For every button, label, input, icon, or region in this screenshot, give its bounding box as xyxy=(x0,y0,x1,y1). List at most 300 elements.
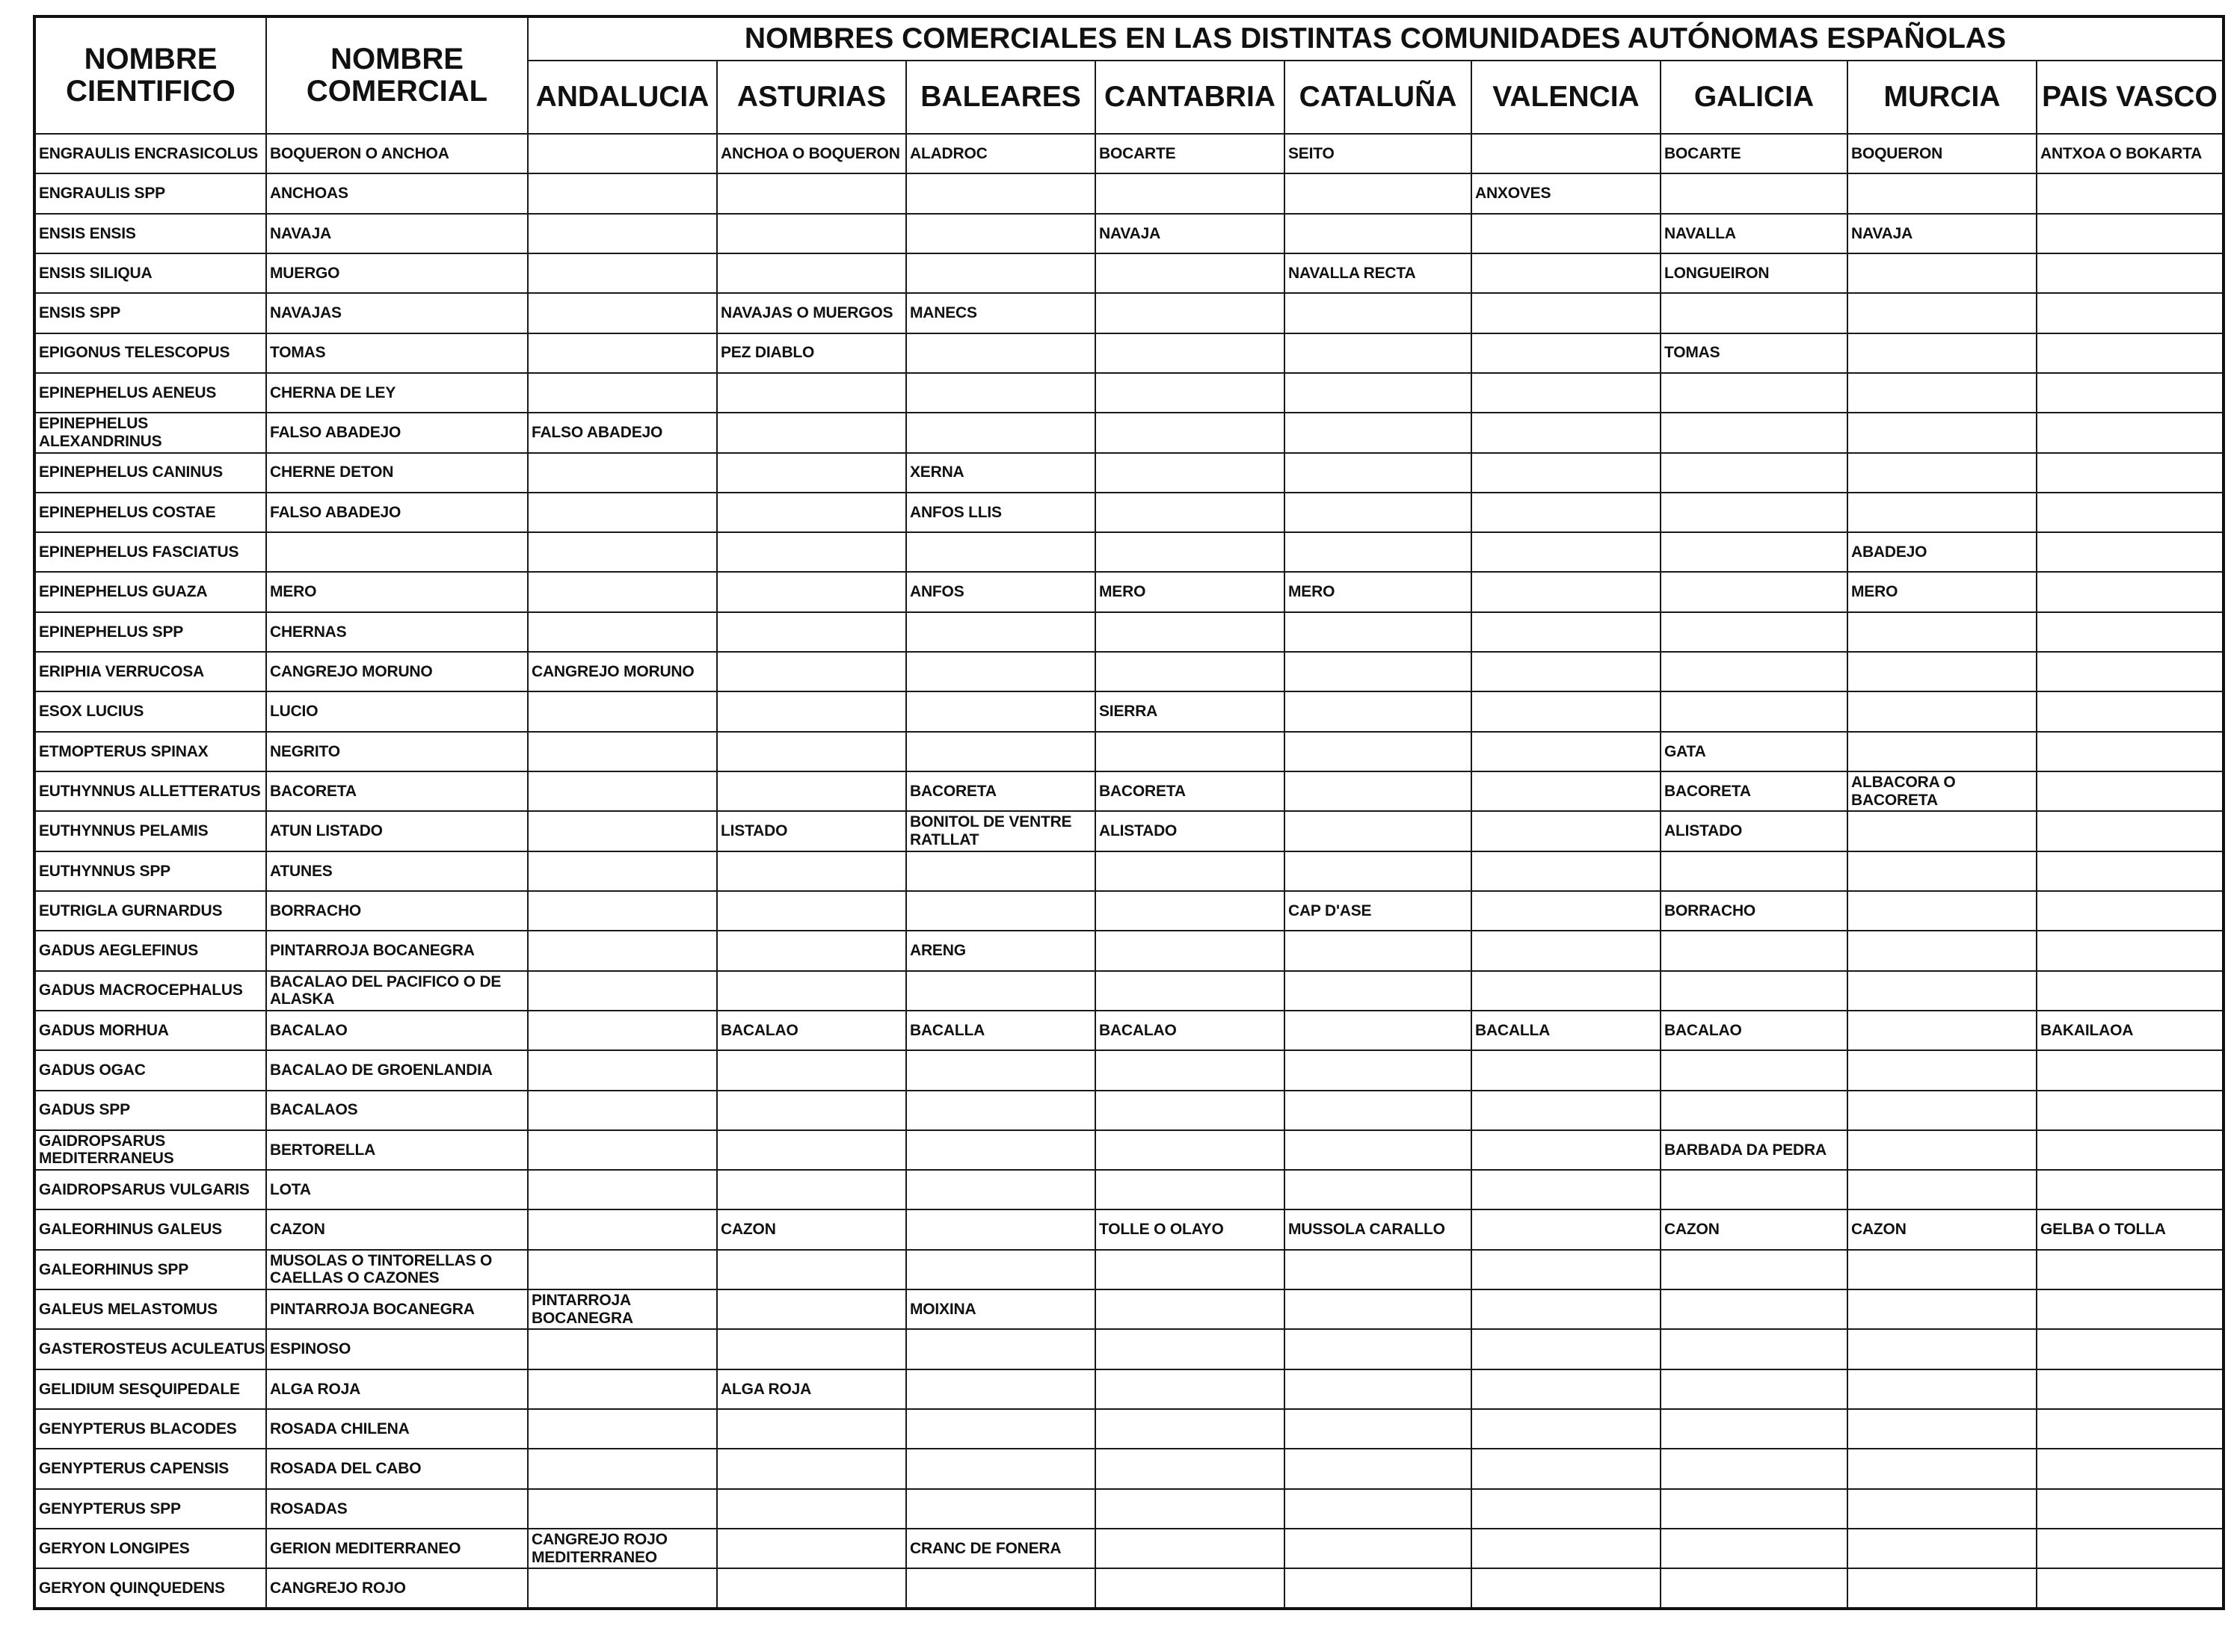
table-row xyxy=(34,333,2224,373)
cell-scientific-name: EUTHYNNUS ALLETTERATUS xyxy=(34,771,266,811)
species-names-table xyxy=(33,15,2225,1610)
cell-galicia xyxy=(1661,931,1847,970)
cell-baleares xyxy=(906,1050,1095,1090)
cell-murcia: ALBACORA O BACORETA xyxy=(1847,771,2037,811)
cell-commercial-name: NEGRITO xyxy=(266,732,528,771)
cell-cataluna xyxy=(1284,1289,1471,1329)
cell-murcia xyxy=(1847,691,2037,731)
cell-asturias xyxy=(717,1289,906,1329)
cell-cataluna xyxy=(1284,532,1471,572)
cell-pais-vasco xyxy=(2037,931,2224,970)
cell-valencia xyxy=(1471,1369,1661,1409)
cell-cataluna: MERO xyxy=(1284,572,1471,611)
cell-scientific-name: GADUS SPP xyxy=(34,1091,266,1130)
cell-cantabria xyxy=(1095,1369,1284,1409)
cell-cantabria: BOCARTE xyxy=(1095,134,1284,173)
cell-murcia xyxy=(1847,1289,2037,1329)
cell-cantabria xyxy=(1095,971,1284,1011)
cell-murcia xyxy=(1847,1529,2037,1568)
cell-commercial-name: LUCIO xyxy=(266,691,528,731)
cell-commercial-name: BORRACHO xyxy=(266,891,528,931)
region-header-asturias: ASTURIAS xyxy=(717,61,906,134)
table-row xyxy=(34,612,2224,652)
region-header-pais-vasco: PAIS VASCO xyxy=(2037,61,2224,134)
cell-murcia xyxy=(1847,971,2037,1011)
cell-commercial-name: ATUN LISTADO xyxy=(266,811,528,851)
cell-commercial-name: BACORETA xyxy=(266,771,528,811)
cell-baleares xyxy=(906,1170,1095,1209)
cell-baleares xyxy=(906,652,1095,691)
cell-pais-vasco xyxy=(2037,851,2224,891)
cell-commercial-name: ROSADA DEL CABO xyxy=(266,1449,528,1488)
cell-murcia xyxy=(1847,931,2037,970)
cell-scientific-name: GENYPTERUS CAPENSIS xyxy=(34,1449,266,1488)
cell-cataluna xyxy=(1284,612,1471,652)
cell-scientific-name: EPINEPHELUS GUAZA xyxy=(34,572,266,611)
cell-galicia xyxy=(1661,1529,1847,1568)
cell-galicia xyxy=(1661,532,1847,572)
cell-murcia: NAVAJA xyxy=(1847,214,2037,253)
cell-cataluna xyxy=(1284,652,1471,691)
cell-galicia xyxy=(1661,1409,1847,1449)
cell-galicia xyxy=(1661,572,1847,611)
cell-cataluna: SEITO xyxy=(1284,134,1471,173)
cell-pais-vasco xyxy=(2037,1449,2224,1488)
cell-galicia xyxy=(1661,1250,1847,1289)
cell-valencia xyxy=(1471,493,1661,532)
cell-cataluna xyxy=(1284,732,1471,771)
cell-murcia xyxy=(1847,1130,2037,1170)
cell-valencia xyxy=(1471,971,1661,1011)
cell-baleares: ALADROC xyxy=(906,134,1095,173)
cell-pais-vasco xyxy=(2037,1529,2224,1568)
region-header-murcia: MURCIA xyxy=(1847,61,2037,134)
cell-scientific-name: ENSIS SPP xyxy=(34,293,266,333)
cell-galicia xyxy=(1661,453,1847,493)
cell-cataluna xyxy=(1284,1091,1471,1130)
cell-galicia xyxy=(1661,1091,1847,1130)
cell-andalucia xyxy=(528,1489,717,1529)
cell-scientific-name: EPINEPHELUS CANINUS xyxy=(34,453,266,493)
cell-scientific-name: EPINEPHELUS FASCIATUS xyxy=(34,532,266,572)
region-header-cataluna: CATALUÑA xyxy=(1284,61,1471,134)
cell-valencia xyxy=(1471,1250,1661,1289)
cell-cataluna xyxy=(1284,1568,1471,1609)
cell-andalucia xyxy=(528,1449,717,1488)
cell-murcia xyxy=(1847,1050,2037,1090)
cell-baleares: ANFOS LLIS xyxy=(906,493,1095,532)
cell-scientific-name: ENSIS SILIQUA xyxy=(34,253,266,293)
cell-cataluna xyxy=(1284,1011,1471,1050)
cell-scientific-name: GALEORHINUS SPP xyxy=(34,1250,266,1289)
cell-scientific-name: EPINEPHELUS SPP xyxy=(34,612,266,652)
cell-baleares xyxy=(906,1091,1095,1130)
cell-asturias xyxy=(717,891,906,931)
cell-valencia xyxy=(1471,1170,1661,1209)
cell-asturias xyxy=(717,1329,906,1369)
cell-cantabria xyxy=(1095,732,1284,771)
cell-cataluna xyxy=(1284,293,1471,333)
cell-pais-vasco xyxy=(2037,1130,2224,1170)
cell-scientific-name: GENYPTERUS SPP xyxy=(34,1489,266,1529)
cell-cataluna: MUSSOLA CARALLO xyxy=(1284,1209,1471,1249)
cell-cantabria xyxy=(1095,453,1284,493)
cell-galicia xyxy=(1661,851,1847,891)
table-row xyxy=(34,891,2224,931)
cell-asturias xyxy=(717,572,906,611)
cell-asturias: NAVAJAS O MUERGOS xyxy=(717,293,906,333)
cell-cataluna xyxy=(1284,173,1471,213)
cell-cantabria xyxy=(1095,1449,1284,1488)
cell-cantabria xyxy=(1095,293,1284,333)
cell-pais-vasco xyxy=(2037,691,2224,731)
cell-galicia: GATA xyxy=(1661,732,1847,771)
cell-asturias xyxy=(717,851,906,891)
cell-scientific-name: GAIDROPSARUS VULGARIS xyxy=(34,1170,266,1209)
cell-murcia xyxy=(1847,1489,2037,1529)
cell-baleares xyxy=(906,612,1095,652)
cell-valencia: ANXOVES xyxy=(1471,173,1661,213)
cell-andalucia xyxy=(528,532,717,572)
cell-valencia xyxy=(1471,1409,1661,1449)
cell-andalucia xyxy=(528,293,717,333)
cell-cataluna xyxy=(1284,453,1471,493)
cell-pais-vasco xyxy=(2037,572,2224,611)
cell-murcia xyxy=(1847,1329,2037,1369)
cell-asturias xyxy=(717,253,906,293)
cell-commercial-name: CAZON xyxy=(266,1209,528,1249)
table-row xyxy=(34,1011,2224,1050)
cell-cantabria xyxy=(1095,493,1284,532)
cell-baleares xyxy=(906,532,1095,572)
cell-galicia: BACALAO xyxy=(1661,1011,1847,1050)
cell-murcia xyxy=(1847,493,2037,532)
cell-baleares xyxy=(906,691,1095,731)
cell-pais-vasco xyxy=(2037,293,2224,333)
cell-pais-vasco xyxy=(2037,413,2224,452)
cell-pais-vasco: ANTXOA O BOKARTA xyxy=(2037,134,2224,173)
cell-baleares xyxy=(906,851,1095,891)
table-row xyxy=(34,652,2224,691)
cell-commercial-name: PINTARROJA BOCANEGRA xyxy=(266,931,528,970)
cell-scientific-name: EUTHYNNUS SPP xyxy=(34,851,266,891)
cell-cantabria xyxy=(1095,1489,1284,1529)
cell-cantabria xyxy=(1095,253,1284,293)
cell-asturias xyxy=(717,931,906,970)
cell-pais-vasco xyxy=(2037,173,2224,213)
table-row xyxy=(34,293,2224,333)
cell-cantabria: NAVAJA xyxy=(1095,214,1284,253)
cell-commercial-name: TOMAS xyxy=(266,333,528,373)
cell-commercial-name: NAVAJA xyxy=(266,214,528,253)
cell-pais-vasco xyxy=(2037,1250,2224,1289)
cell-scientific-name: GASTEROSTEUS ACULEATUS xyxy=(34,1329,266,1369)
cell-asturias xyxy=(717,1489,906,1529)
cell-galicia xyxy=(1661,1329,1847,1369)
cell-galicia xyxy=(1661,1568,1847,1609)
cell-murcia xyxy=(1847,851,2037,891)
cell-baleares xyxy=(906,1209,1095,1249)
cell-asturias xyxy=(717,1568,906,1609)
cell-commercial-name: BACALAO xyxy=(266,1011,528,1050)
cell-commercial-name: BOQUERON O ANCHOA xyxy=(266,134,528,173)
cell-andalucia xyxy=(528,771,717,811)
cell-cantabria: SIERRA xyxy=(1095,691,1284,731)
cell-valencia xyxy=(1471,572,1661,611)
cell-baleares: MOIXINA xyxy=(906,1289,1095,1329)
cell-pais-vasco xyxy=(2037,453,2224,493)
cell-valencia xyxy=(1471,1529,1661,1568)
table-row xyxy=(34,1568,2224,1609)
cell-andalucia xyxy=(528,1369,717,1409)
cell-asturias xyxy=(717,691,906,731)
table-row xyxy=(34,931,2224,970)
cell-valencia xyxy=(1471,134,1661,173)
cell-murcia xyxy=(1847,1011,2037,1050)
cell-valencia xyxy=(1471,811,1661,851)
cell-baleares xyxy=(906,1449,1095,1488)
cell-cataluna: CAP D'ASE xyxy=(1284,891,1471,931)
region-header-andalucia: ANDALUCIA xyxy=(528,61,717,134)
cell-cataluna xyxy=(1284,493,1471,532)
cell-commercial-name: ROSADAS xyxy=(266,1489,528,1529)
cell-asturias xyxy=(717,1170,906,1209)
cell-cataluna xyxy=(1284,1369,1471,1409)
cell-baleares xyxy=(906,373,1095,413)
cell-pais-vasco xyxy=(2037,971,2224,1011)
table-row xyxy=(34,493,2224,532)
cell-andalucia: FALSO ABADEJO xyxy=(528,413,717,452)
cell-galicia xyxy=(1661,691,1847,731)
cell-scientific-name: GALEORHINUS GALEUS xyxy=(34,1209,266,1249)
cell-cataluna xyxy=(1284,931,1471,970)
cell-valencia xyxy=(1471,1091,1661,1130)
table-row xyxy=(34,1250,2224,1289)
cell-murcia: ABADEJO xyxy=(1847,532,2037,572)
cell-pais-vasco xyxy=(2037,493,2224,532)
table-row xyxy=(34,134,2224,173)
cell-andalucia xyxy=(528,173,717,213)
cell-valencia xyxy=(1471,1568,1661,1609)
cell-cataluna xyxy=(1284,1050,1471,1090)
cell-murcia xyxy=(1847,732,2037,771)
cell-murcia: MERO xyxy=(1847,572,2037,611)
cell-andalucia xyxy=(528,453,717,493)
cell-cataluna xyxy=(1284,1449,1471,1488)
cell-baleares xyxy=(906,1489,1095,1529)
cell-murcia xyxy=(1847,173,2037,213)
cell-valencia xyxy=(1471,732,1661,771)
cell-valencia xyxy=(1471,652,1661,691)
cell-cataluna xyxy=(1284,1170,1471,1209)
table-row xyxy=(34,771,2224,811)
cell-cataluna: NAVALLA RECTA xyxy=(1284,253,1471,293)
cell-andalucia xyxy=(528,1050,717,1090)
cell-cataluna xyxy=(1284,1250,1471,1289)
cell-valencia xyxy=(1471,333,1661,373)
cell-galicia: BACORETA xyxy=(1661,771,1847,811)
cell-galicia xyxy=(1661,1289,1847,1329)
cell-murcia xyxy=(1847,413,2037,452)
cell-galicia xyxy=(1661,1050,1847,1090)
cell-murcia xyxy=(1847,1170,2037,1209)
table-row xyxy=(34,1130,2224,1170)
cell-valencia xyxy=(1471,1130,1661,1170)
table-row xyxy=(34,1329,2224,1369)
cell-cantabria: MERO xyxy=(1095,572,1284,611)
cell-pais-vasco xyxy=(2037,811,2224,851)
cell-commercial-name: PINTARROJA BOCANEGRA xyxy=(266,1289,528,1329)
table-row xyxy=(34,1289,2224,1329)
cell-pais-vasco xyxy=(2037,1289,2224,1329)
cell-andalucia xyxy=(528,333,717,373)
region-header-cantabria: CANTABRIA xyxy=(1095,61,1284,134)
cell-asturias xyxy=(717,652,906,691)
cell-murcia xyxy=(1847,1091,2037,1130)
region-header-galicia: GALICIA xyxy=(1661,61,1847,134)
cell-scientific-name: ESOX LUCIUS xyxy=(34,691,266,731)
cell-scientific-name: GADUS OGAC xyxy=(34,1050,266,1090)
cell-cataluna xyxy=(1284,373,1471,413)
cell-andalucia xyxy=(528,493,717,532)
cell-pais-vasco: GELBA O TOLLA xyxy=(2037,1209,2224,1249)
cell-galicia: BOCARTE xyxy=(1661,134,1847,173)
table-row xyxy=(34,1449,2224,1488)
cell-pais-vasco xyxy=(2037,612,2224,652)
cell-cantabria xyxy=(1095,1091,1284,1130)
cell-cantabria xyxy=(1095,1050,1284,1090)
cell-baleares xyxy=(906,971,1095,1011)
cell-asturias xyxy=(717,493,906,532)
cell-cantabria xyxy=(1095,851,1284,891)
cell-asturias: LISTADO xyxy=(717,811,906,851)
cell-scientific-name: ENGRAULIS ENCRASICOLUS xyxy=(34,134,266,173)
cell-cantabria xyxy=(1095,612,1284,652)
cell-commercial-name: CANGREJO MORUNO xyxy=(266,652,528,691)
cell-galicia xyxy=(1661,413,1847,452)
cell-scientific-name: ENGRAULIS SPP xyxy=(34,173,266,213)
cell-valencia xyxy=(1471,931,1661,970)
cell-asturias xyxy=(717,173,906,213)
cell-baleares xyxy=(906,732,1095,771)
cell-galicia xyxy=(1661,493,1847,532)
table-row xyxy=(34,413,2224,452)
cell-valencia xyxy=(1471,214,1661,253)
cell-valencia xyxy=(1471,413,1661,452)
cell-murcia: BOQUERON xyxy=(1847,134,2037,173)
cell-andalucia xyxy=(528,253,717,293)
cell-andalucia xyxy=(528,612,717,652)
cell-cantabria xyxy=(1095,532,1284,572)
cell-galicia: NAVALLA xyxy=(1661,214,1847,253)
cell-valencia xyxy=(1471,691,1661,731)
cell-cataluna xyxy=(1284,771,1471,811)
cell-asturias xyxy=(717,1130,906,1170)
cell-galicia xyxy=(1661,971,1847,1011)
cell-cantabria xyxy=(1095,1250,1284,1289)
cell-cantabria xyxy=(1095,1529,1284,1568)
cell-murcia xyxy=(1847,891,2037,931)
cell-cataluna xyxy=(1284,214,1471,253)
cell-cataluna xyxy=(1284,1529,1471,1568)
cell-scientific-name: GERYON QUINQUEDENS xyxy=(34,1568,266,1609)
cell-asturias xyxy=(717,1091,906,1130)
cell-cataluna xyxy=(1284,1130,1471,1170)
cell-andalucia xyxy=(528,851,717,891)
cell-cantabria xyxy=(1095,373,1284,413)
table-body xyxy=(34,134,2224,1609)
cell-commercial-name: BERTORELLA xyxy=(266,1130,528,1170)
cell-cataluna xyxy=(1284,851,1471,891)
table-row xyxy=(34,1091,2224,1130)
cell-andalucia: CANGREJO ROJO MEDITERRANEO xyxy=(528,1529,717,1568)
cell-pais-vasco xyxy=(2037,652,2224,691)
cell-galicia: CAZON xyxy=(1661,1209,1847,1249)
cell-andalucia xyxy=(528,214,717,253)
cell-asturias xyxy=(717,453,906,493)
cell-pais-vasco xyxy=(2037,1409,2224,1449)
cell-scientific-name: GAIDROPSARUS MEDITERRANEUS xyxy=(34,1130,266,1170)
table-header xyxy=(34,16,2224,134)
cell-pais-vasco xyxy=(2037,1091,2224,1130)
cell-asturias xyxy=(717,1449,906,1488)
cell-baleares xyxy=(906,1250,1095,1289)
table-row xyxy=(34,253,2224,293)
cell-baleares xyxy=(906,1130,1095,1170)
cell-baleares xyxy=(906,1568,1095,1609)
cell-andalucia xyxy=(528,1329,717,1369)
cell-murcia xyxy=(1847,373,2037,413)
region-header-baleares: BALEARES xyxy=(906,61,1095,134)
table-row xyxy=(34,214,2224,253)
cell-asturias xyxy=(717,1050,906,1090)
cell-asturias xyxy=(717,1409,906,1449)
cell-cantabria xyxy=(1095,1130,1284,1170)
cell-cantabria xyxy=(1095,1409,1284,1449)
cell-pais-vasco xyxy=(2037,333,2224,373)
cell-baleares xyxy=(906,413,1095,452)
cell-scientific-name: ENSIS ENSIS xyxy=(34,214,266,253)
cell-andalucia xyxy=(528,691,717,731)
cell-baleares: BACORETA xyxy=(906,771,1095,811)
commercial-name-header: NOMBRE COMERCIAL xyxy=(266,16,528,134)
cell-andalucia xyxy=(528,1250,717,1289)
cell-commercial-name: BACALAOS xyxy=(266,1091,528,1130)
cell-galicia xyxy=(1661,612,1847,652)
cell-baleares xyxy=(906,333,1095,373)
cell-pais-vasco xyxy=(2037,253,2224,293)
cell-scientific-name: EPINEPHELUS ALEXANDRINUS xyxy=(34,413,266,452)
cell-valencia xyxy=(1471,1050,1661,1090)
table-row xyxy=(34,1170,2224,1209)
cell-valencia xyxy=(1471,1489,1661,1529)
cell-andalucia xyxy=(528,971,717,1011)
table-row xyxy=(34,691,2224,731)
cell-commercial-name: CANGREJO ROJO xyxy=(266,1568,528,1609)
cell-pais-vasco: BAKAILAOA xyxy=(2037,1011,2224,1050)
cell-cantabria: TOLLE O OLAYO xyxy=(1095,1209,1284,1249)
cell-baleares xyxy=(906,1409,1095,1449)
cell-scientific-name: GADUS MACROCEPHALUS xyxy=(34,971,266,1011)
cell-valencia: BACALLA xyxy=(1471,1011,1661,1050)
cell-pais-vasco xyxy=(2037,1050,2224,1090)
cell-asturias xyxy=(717,732,906,771)
cell-asturias xyxy=(717,373,906,413)
cell-asturias xyxy=(717,971,906,1011)
cell-commercial-name: BACALAO DE GROENLANDIA xyxy=(266,1050,528,1090)
table-row xyxy=(34,1209,2224,1249)
cell-commercial-name: MUERGO xyxy=(266,253,528,293)
